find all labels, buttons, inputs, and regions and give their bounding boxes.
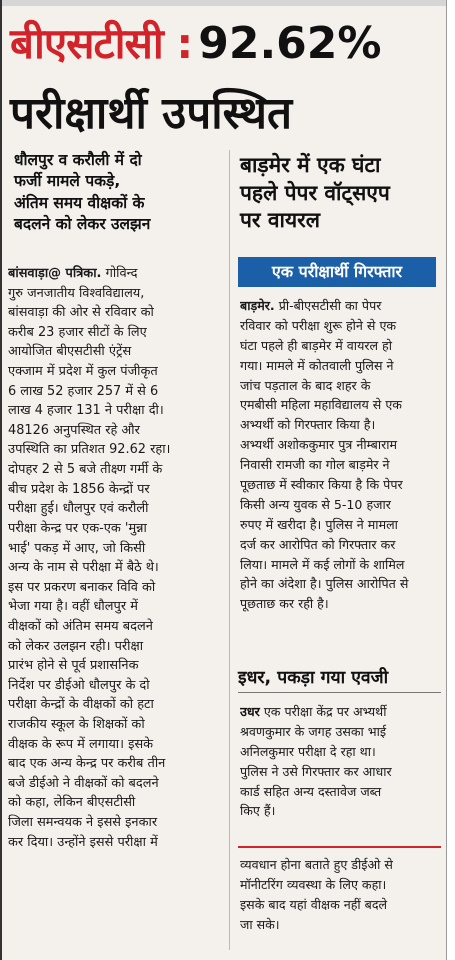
left-body-line: अन्य के नाम से परीक्षा में बैठे थे। (8, 560, 159, 576)
right2-body-line: किए हैं। (240, 803, 276, 819)
continuation-line: मॉनीटरिंग व्यवस्था के लिए कहा। (240, 876, 387, 892)
continuation-line: इसके बाद यहां वीक्षक नहीं बदले (240, 896, 388, 912)
left-subhead-line: धौलपुर व करौली में दो (14, 151, 142, 169)
right-body-line: अभ्यर्थी अशोककुमार पुत्र नीम्बाराम (240, 437, 398, 453)
right2-body-line: अनिलकुमार परीक्षा दे रहा था। (240, 743, 376, 759)
left-body-line: जिला समन्वयक ने इससे इनकार (8, 815, 158, 831)
left-body-line: निर्देश पर डीईओ धौलपुर के दो (8, 677, 150, 693)
right2-body-line: कार्ड सहित अन्य दस्तावेज जब्त (240, 783, 382, 799)
left-body-line: प्रारंभ होने से पूर्व प्रशासनिक (8, 658, 139, 674)
right-article-body (240, 296, 440, 614)
right-body-line: निवासी रामजी का गोल बाड़मेर ने (240, 457, 390, 473)
left-body-line: आयोजित बीएसटीसी एंट्रेंस (8, 344, 132, 360)
right-body-line: पूछताछ में स्वीकार किया है कि पेपर (240, 477, 403, 493)
left-body-line: कर दिया। उन्होंने इससे परीक्षा में (8, 834, 158, 850)
right-body-line: एमबीसी महिला महाविद्यालय से एक (240, 397, 402, 413)
right-body-line: रुपए में खरीदा है। पुलिस ने मामला (240, 516, 398, 532)
left-subhead-line: अंतिम समय वीक्षकों के (14, 193, 145, 212)
right-headline-line: पहले पेपर वॉट्सएप (240, 180, 390, 205)
left-subheadline (14, 150, 219, 236)
headline-percent: 92.62% (198, 18, 382, 69)
right-body-line: अभ्यर्थी को गिरफ्तार किया है। (240, 417, 376, 433)
left-body-line: 48126 अनुपस्थित रहे और (8, 422, 140, 438)
left-body-line: बांसवाड़ा की ओर से रविवार को (8, 305, 154, 321)
left-body-line: भेजा गया है। वहीं धौलपुर में (8, 599, 138, 615)
right-body-line: जांच पड़ताल के बाद शहर के (240, 377, 371, 393)
right-body-line: रविवार को परीक्षा शुरू होने से एक (240, 317, 397, 333)
left-body-line: करीब 23 हजार सीटों के लिए (8, 324, 147, 340)
right-dateline: बाड़मेर. (240, 298, 275, 313)
right-body-line: किसी अन्य युवक से 5-10 हजार (240, 496, 391, 512)
right2-body-line: उधर एक परीक्षा केंद्र पर अभ्यर्थी (240, 704, 387, 719)
page-edge-left (0, 0, 2, 960)
right-body-line: गया। मामले में कोतवाली पुलिस ने (240, 357, 394, 373)
left-article-body (8, 264, 224, 852)
left-body-line: को लेकर उलझन रही। परीक्षा (8, 638, 144, 654)
right-body-line: घंटा पहले ही बाड़मेर में वायरल हो (240, 337, 393, 353)
left-body-line: को कहा, लेकिन बीएसटीसी (8, 795, 136, 811)
right-body-line: होने का अंदेशा है। पुलिस आरोपित से (240, 576, 409, 592)
left-body-line: गुरु जनजातीय विश्वविद्यालय, (8, 285, 145, 301)
subhead-rule (238, 692, 441, 693)
left-body-line: लाख 4 हजार 131 ने परीक्षा दी। (8, 403, 164, 419)
right-subheadline: इधर, पकड़ा गया एवजी (238, 668, 389, 688)
right-body-line: लिया। मामले में कई लोगों के शामिल (240, 556, 405, 572)
left-body-line: 6 लाख 52 हजार 257 में से 6 (8, 383, 159, 399)
left-body-line: इस पर प्रकरण बनाकर विवि को (8, 579, 156, 595)
left-body-line: भाई' पकड़ में आए, जो किसी (8, 540, 146, 556)
right-headline-line: बाड़मेर में एक घंटा (240, 153, 381, 177)
right-headline-line: पर वायरल (240, 208, 320, 233)
headline-line2: परीक्षार्थी उपस्थित (10, 88, 293, 139)
left-body-line: दोपहर 2 से 5 बजे तीक्ष्ण गर्मी के (8, 462, 163, 478)
left-body-line: परीक्षा केन्द्र पर एक-एक 'मुन्ना (8, 520, 147, 536)
page-edge-right (446, 0, 455, 960)
left-body-line: एक्जाम में प्रदेश में कुल पंजीकृत (8, 364, 158, 380)
headline-red-text: बीएसटीसी : (10, 19, 193, 68)
right-body-line: बाड़मेर. प्री-बीएसटीसी का पेपर (240, 298, 382, 313)
left-body-line: राजकीय स्कूल के शिक्षकों को (8, 717, 145, 733)
left-subhead-line: बदलने को लेकर उलझन (14, 215, 151, 234)
headline-line1 (10, 18, 450, 69)
right2-body-line: पुलिस ने उसे गिरफ्तार कर आधार (240, 763, 392, 779)
right-body-line: पूछताछ कर रही है। (240, 596, 329, 612)
dateline: बांसवाड़ा@ पत्रिका. (8, 266, 102, 281)
left-body-line: वीक्षकों को अंतिम समय बदलने (8, 618, 153, 634)
left-body-line: परीक्षा केन्द्रों के वीक्षकों को हटा (8, 697, 154, 713)
left-body-line: बाद एक अन्य केन्द्र पर करीब तीन (8, 756, 166, 772)
left-article-continuation (240, 855, 440, 935)
continuation-line: व्यवधान होना बताते हुए डीईओ से (240, 857, 393, 872)
right2-lead: उधर (240, 704, 260, 719)
column-divider (229, 150, 230, 950)
left-body-line: वीक्षक के रूप में लगाया। इसके (8, 736, 154, 752)
right2-body-line: श्रवणकुमार के जगह उसका भाई (240, 723, 387, 739)
left-body-line: बजे डीईओ ने वीक्षकों को बदलने (8, 775, 159, 791)
right-headline (240, 152, 445, 235)
left-body-line: बांसवाड़ा@ पत्रिका. गोविन्द (8, 266, 138, 281)
continuation-line: जा सके। (240, 916, 280, 932)
right-article2-body (240, 702, 440, 821)
continuation-rule (238, 846, 441, 848)
arrest-badge: एक परीक्षार्थी गिरफ्तार (238, 257, 436, 287)
left-body-line: बीच प्रदेश के 1856 केन्द्रों पर (8, 481, 150, 497)
top-rule (0, 0, 455, 6)
left-subhead-line: फर्जी मामले पकड़े, (14, 172, 121, 191)
right-body-line: दर्ज कर आरोपित को गिरफ्तार कर (240, 536, 396, 552)
left-body-line: उपस्थिति का प्रतिशत 92.62 रहा। (8, 442, 171, 458)
left-body-line: परीक्षा हुई। धौलपुर एवं करौली (8, 501, 149, 517)
